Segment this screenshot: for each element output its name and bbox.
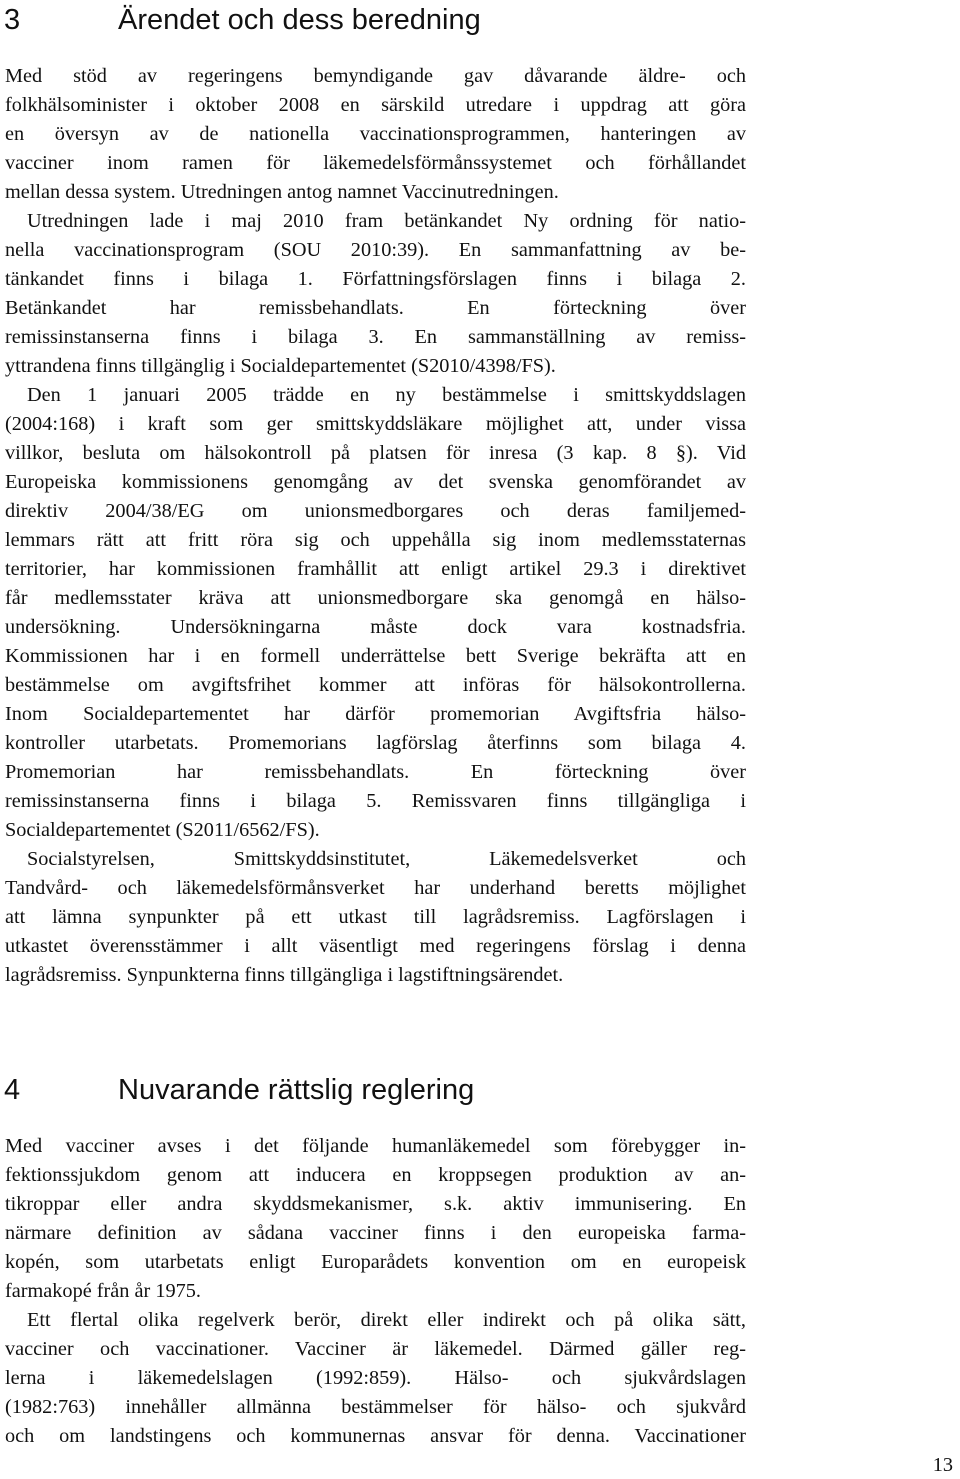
text-line: Inom Socialdepartementet har därför promemorian Avgiftsfria hälso- [5, 703, 746, 725]
text-line: Socialdepartementet (S2011/6562/FS). [5, 819, 320, 841]
section-4-paragraph-2 [5, 1306, 746, 1451]
text-line: lerna i läkemedelslagen (1992:859). Hälso- och sjukvårdslagen [5, 1367, 746, 1389]
text-line: bestämmelse om avgiftsfrihet kommer att införas för hälsokontrollerna. [5, 674, 746, 696]
section-3-number: 3 [4, 4, 21, 36]
section-3-paragraph-1 [5, 62, 746, 207]
text-line: Den 1 januari 2005 trädde en ny bestämmelse i smittskyddslagen [27, 384, 746, 406]
section-4-paragraph-1 [5, 1132, 746, 1306]
text-line: närmare definition av sådana vacciner finns i den europeiska farma- [5, 1222, 746, 1244]
text-line: vacciner inom ramen för läkemedelsförmånssystemet och förhållandet [5, 152, 746, 174]
text-line: farmakopé från år 1975. [5, 1280, 201, 1302]
text-line: lagrådsremiss. Synpunkterna finns tillgängliga i lagstiftningsärendet. [5, 964, 564, 986]
text-line: Europeiska kommissionens genomgång av det svenska genomförandet av [5, 471, 746, 493]
section-4-title: Nuvarande rättslig reglering [118, 1074, 475, 1106]
text-line: villkor, besluta om hälsokontroll på platsen för inresa (3 kap. 8 §). Vid [5, 442, 746, 464]
text-line: mellan dessa system. Utredningen antog namnet Vaccinutredningen. [5, 181, 559, 203]
text-line: Betänkandet har remissbehandlats. En förteckning över [5, 297, 746, 319]
text-line: att lämna synpunkter på ett utkast till lagrådsremiss. Lagförslagen i [5, 906, 746, 928]
text-line: Kommissionen har i en formell underrättelse bett Sverige bekräfta att en [5, 645, 746, 667]
page-number: 13 [932, 1454, 953, 1476]
text-line: kontroller utarbetats. Promemorians lagförslag återfinns som bilaga 4. [5, 732, 746, 754]
text-line: folkhälsominister i oktober 2008 en särskild utredare i uppdrag att göra [5, 94, 746, 116]
text-line: nella vaccinationsprogram (SOU 2010:39). En sammanfattning av be- [5, 239, 746, 261]
text-line: undersökning. Undersökningarna måste dock vara kostnadsfria. [5, 616, 746, 638]
text-line: en översyn av de nationella vaccinationsprogrammen, hanteringen av [5, 123, 746, 145]
section-4-number: 4 [4, 1074, 21, 1106]
text-line: kopén, som utarbetats enligt Europarådets konvention om en europeisk [5, 1251, 746, 1273]
text-line: yttrandena finns tillgänglig i Socialdepartementet (S2010/4398/FS). [5, 355, 556, 377]
text-line: direktiv 2004/38/EG om unionsmedborgares och deras familjemed- [5, 500, 746, 522]
text-line: (2004:168) i kraft som ger smittskyddsläkare möjlighet att, under vissa [5, 413, 746, 435]
text-line: Utredningen lade i maj 2010 fram betänkandet Ny ordning för natio- [27, 210, 746, 232]
text-line: och om landstingens och kommunernas ansvar för denna. Vaccinationer [5, 1425, 746, 1447]
text-line: Promemorian har remissbehandlats. En förteckning över [5, 761, 746, 783]
section-4-heading [4, 1072, 474, 1108]
text-line: utkastet överensstämmer i allt väsentligt med regeringens förslag i denna [5, 935, 746, 957]
text-line: remissinstanserna finns i bilaga 5. Remissvaren finns tillgängliga i [5, 790, 746, 812]
text-line: lemmars rätt att fritt röra sig och uppehålla sig inom medlemsstaternas [5, 529, 746, 551]
text-line: Med vacciner avses i det följande humanläkemedel som förebygger in- [5, 1135, 746, 1157]
text-line: Tandvård- och läkemedelsförmånsverket har underhand beretts möjlighet [5, 877, 746, 899]
text-line: får medlemsstater kräva att unionsmedborgare ska genomgå en hälso- [5, 587, 746, 609]
section-3-title: Ärendet och dess beredning [118, 4, 481, 36]
section-3-paragraph-3 [5, 381, 746, 845]
text-line: territorier, har kommissionen framhållit att enligt artikel 29.3 i direktivet [5, 558, 746, 580]
text-line: Socialstyrelsen, Smittskyddsinstitutet, Läkemedelsverket och [27, 848, 746, 870]
text-line: Ett flertal olika regelverk berör, direkt eller indirekt och på olika sätt, [27, 1309, 746, 1331]
text-line: fektionssjukdom genom att inducera en kroppsegen produktion av an- [5, 1164, 746, 1186]
text-line: (1982:763) innehåller allmänna bestämmelser för hälso- och sjukvård [5, 1396, 746, 1418]
text-line: vacciner och vaccinationer. Vacciner är läkemedel. Därmed gäller reg- [5, 1338, 746, 1360]
text-line: Med stöd av regeringens bemyndigande gav dåvarande äldre- och [5, 65, 746, 87]
text-line: remissinstanserna finns i bilaga 3. En sammanställning av remiss- [5, 326, 746, 348]
section-3-paragraph-4 [5, 845, 746, 990]
section-3-paragraph-2 [5, 207, 746, 381]
text-line: tikroppar eller andra skyddsmekanismer, s.k. aktiv immunisering. En [5, 1193, 746, 1215]
section-3-heading [4, 2, 481, 38]
text-line: tänkandet finns i bilaga 1. Författningsförslagen finns i bilaga 2. [5, 268, 746, 290]
